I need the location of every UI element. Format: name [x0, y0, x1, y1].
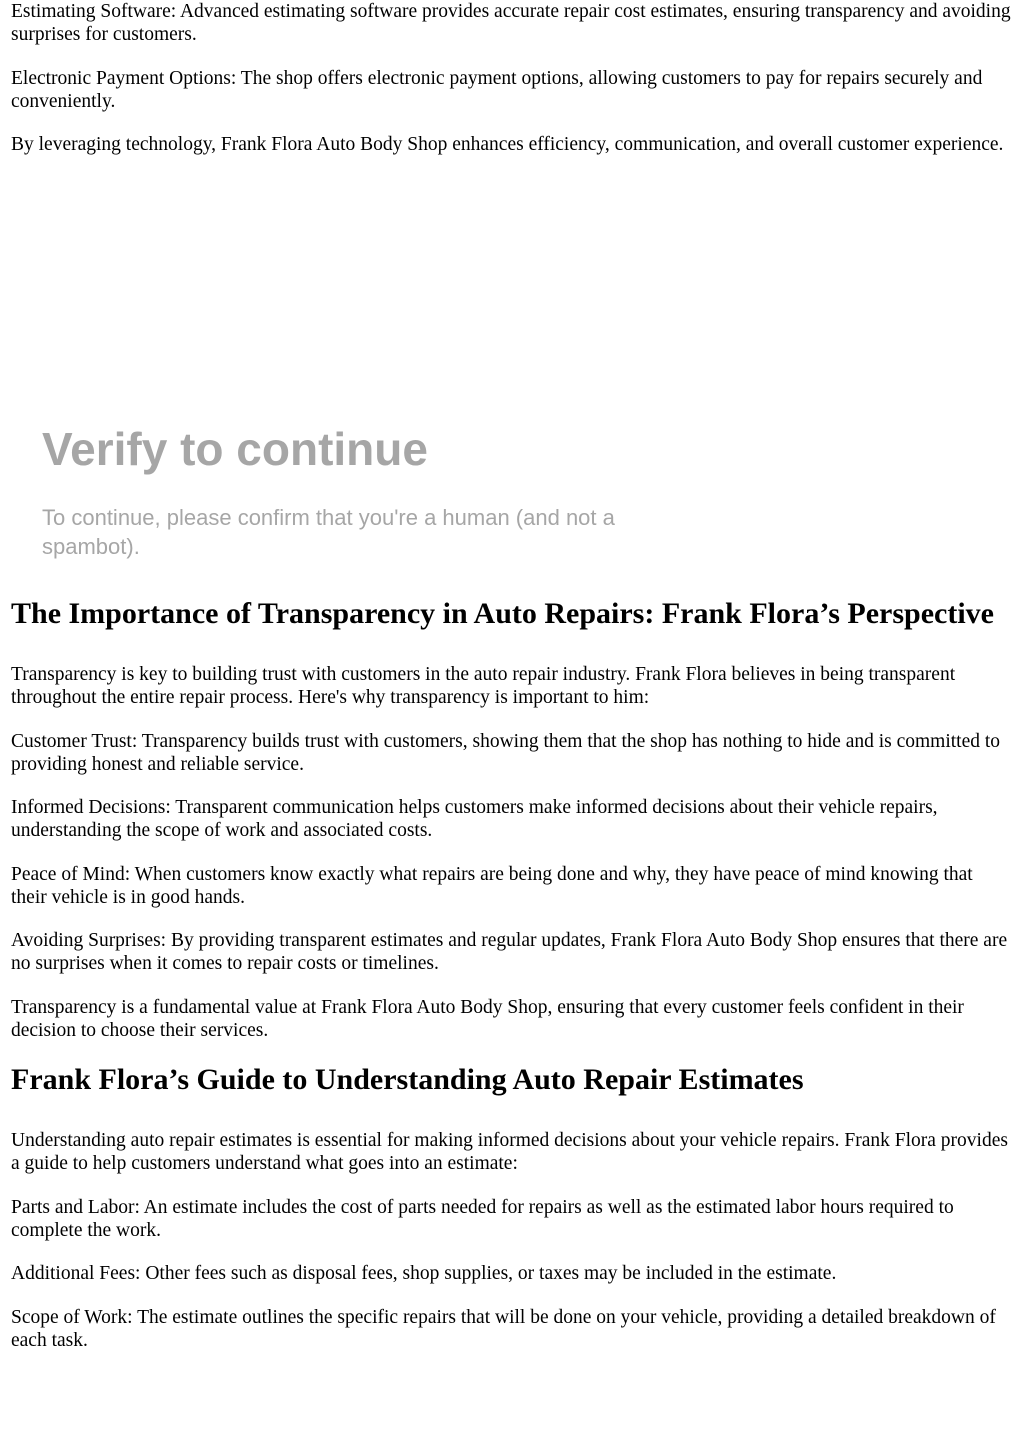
paragraph-parts-and-labor: Parts and Labor: An estimate includes the cost of parts needed for repairs as well as the estimated labor hours required to complete the work.: [11, 1196, 954, 1241]
paragraph-scope-of-work: Scope of Work: The estimate outlines the specific repairs that will be done on your vehicle, providing a detailed breakdown of each task.: [11, 1306, 996, 1351]
verify-message: To continue, please confirm that you're a human (and not a spambot).: [42, 505, 615, 559]
paragraph-customer-trust: Customer Trust: Transparency builds trust with customers, showing them that the shop has nothing to hide and is committed to providing honest and reliable service.: [11, 730, 1001, 775]
verify-title: Verify to continue: [42, 423, 428, 475]
paragraph-informed-decisions: Informed Decisions: Transparent communication helps customers make informed decisions about their vehicle repairs, understanding the scope of work and associated costs.: [11, 797, 938, 841]
paragraph-avoiding-surprises: Avoiding Surprises: By providing transparent estimates and regular updates, Frank Flora Auto Body Shop ensures that there are no surprises when it comes to repair costs or timelines.: [11, 930, 1008, 974]
paragraph-peace-of-mind: Peace of Mind: When customers know exactly what repairs are being done and why, they have peace of mind knowing that their vehicle is in good hands.: [11, 863, 973, 908]
paragraph-additional-fees: Additional Fees: Other fees such as disposal fees, shop supplies, or taxes may be included in the estimate.: [11, 1263, 837, 1284]
paragraph-estimates-intro: Understanding auto repair estimates is essential for making informed decisions about your vehicle repairs. Frank Flora provides a guide to help customers understand what goes into an estimate:: [11, 1130, 1008, 1174]
paragraph-leveraging-technology: By leveraging technology, Frank Flora Auto Body Shop enhances efficiency, communication, and overall customer experience.: [11, 134, 1004, 155]
transparency-section: [11, 596, 1012, 1042]
transparency-heading: The Importance of Transparency in Auto Repairs: Frank Flora’s Perspective: [11, 597, 994, 630]
paragraph-estimating-software: Estimating Software: Advanced estimating software provides accurate repair cost estimates, ensuring transparency and avoiding surprises for customers.: [11, 1, 1011, 45]
paragraph-transparency-intro: Transparency is key to building trust with customers in the auto repair industry. Frank Flora believes in being transparent throughout the entire repair process. Here's why transparency is important to him:: [11, 664, 956, 708]
paragraph-transparency-value: Transparency is a fundamental value at Frank Flora Auto Body Shop, ensuring that every customer feels confident in their decision to choose their services.: [11, 996, 964, 1041]
estimates-section: [11, 1062, 1012, 1352]
intro-section: [11, 0, 1012, 156]
estimates-heading: Frank Flora’s Guide to Understanding Auto Repair Estimates: [11, 1063, 804, 1096]
paragraph-electronic-payment: Electronic Payment Options: The shop offers electronic payment options, allowing customers to pay for repairs securely and conveniently.: [11, 67, 983, 112]
verify-panel: [11, 422, 1012, 561]
